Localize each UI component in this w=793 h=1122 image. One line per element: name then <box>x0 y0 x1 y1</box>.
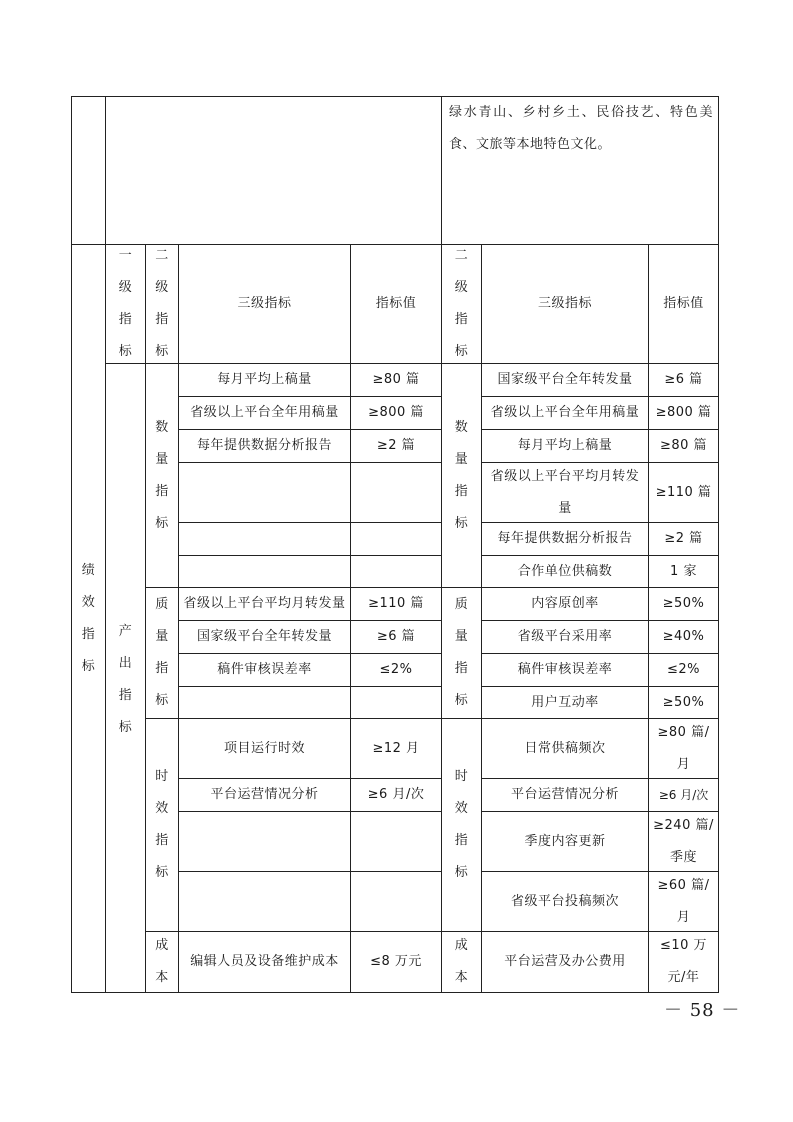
header-value-right: 指标值 <box>648 244 719 364</box>
right-quantity-name-4: 省级以上平台平均月转发量 <box>481 462 649 523</box>
left-quantity-value-1: ≥80 篇 <box>350 363 442 397</box>
right-quantity-name-3: 每月平均上稿量 <box>481 429 649 463</box>
level1-cell <box>71 244 106 993</box>
right-timeliness-value-4: ≥60 篇/月 <box>648 871 719 932</box>
right-timeliness-label: 时效指标 <box>441 718 482 932</box>
left-quality-name-2: 国家级平台全年转发量 <box>178 620 351 654</box>
right-quantity-value-5: ≥2 篇 <box>648 522 719 556</box>
header-level3-right: 三级指标 <box>481 244 649 364</box>
right-quality-value-1: ≥50% <box>648 587 719 621</box>
right-quantity-value-1: ≥6 篇 <box>648 363 719 397</box>
left-quantity-value-4 <box>350 462 442 523</box>
left-quantity-value-2: ≥800 篇 <box>350 396 442 430</box>
right-timeliness-value-1: ≥80 篇/月 <box>648 718 719 779</box>
left-quality-name-4 <box>178 686 351 719</box>
header-value-left: 指标值 <box>350 244 442 364</box>
left-timeliness-value-4 <box>350 871 442 932</box>
left-quantity-label: 数量指标 <box>145 363 179 588</box>
top-cell-b <box>105 96 442 245</box>
right-quality-name-2: 省级平台采用率 <box>481 620 649 654</box>
top-cell-a <box>71 96 106 245</box>
right-timeliness-name-4: 省级平台投稿频次 <box>481 871 649 932</box>
header-level2-left: 二级指标 <box>145 244 179 364</box>
right-quantity-name-6: 合作单位供稿数 <box>481 555 649 588</box>
left-timeliness-name-1: 项目运行时效 <box>178 718 351 779</box>
right-quality-name-3: 稿件审核误差率 <box>481 653 649 687</box>
left-cost-label: 成本 <box>145 931 179 993</box>
left-timeliness-value-3 <box>350 811 442 872</box>
left-quality-value-2: ≥6 篇 <box>350 620 442 654</box>
left-quantity-name-1: 每月平均上稿量 <box>178 363 351 397</box>
right-quantity-name-2: 省级以上平台全年用稿量 <box>481 396 649 430</box>
left-quality-name-1: 省级以上平台平均月转发量 <box>178 587 351 621</box>
left-timeliness-name-3 <box>178 811 351 872</box>
left-quality-label: 质量指标 <box>145 587 179 719</box>
left-quantity-value-5 <box>350 522 442 556</box>
right-quantity-value-2: ≥800 篇 <box>648 396 719 430</box>
right-quantity-name-1: 国家级平台全年转发量 <box>481 363 649 397</box>
right-quality-label: 质量指标 <box>441 587 482 719</box>
right-quality-value-4: ≥50% <box>648 686 719 719</box>
left-quantity-value-6 <box>350 555 442 588</box>
right-quality-value-2: ≥40% <box>648 620 719 654</box>
left-quantity-name-2: 省级以上平台全年用稿量 <box>178 396 351 430</box>
right-quantity-value-4: ≥110 篇 <box>648 462 719 523</box>
left-timeliness-name-4 <box>178 871 351 932</box>
left-quantity-value-3: ≥2 篇 <box>350 429 442 463</box>
right-quality-value-3: ≤2% <box>648 653 719 687</box>
left-cost-value-1: ≤8 万元 <box>350 931 442 993</box>
right-timeliness-name-3: 季度内容更新 <box>481 811 649 872</box>
right-timeliness-value-2: ≥6 月/次 <box>648 778 719 812</box>
right-timeliness-value-3: ≥240 篇/季度 <box>648 811 719 872</box>
right-quality-name-1: 内容原创率 <box>481 587 649 621</box>
right-quality-name-4: 用户互动率 <box>481 686 649 719</box>
header-level1: 一级指标 <box>105 244 146 364</box>
right-cost-name-1: 平台运营及办公费用 <box>481 931 649 993</box>
header-level3-left: 三级指标 <box>178 244 351 364</box>
right-timeliness-name-1: 日常供稿频次 <box>481 718 649 779</box>
left-timeliness-value-1: ≥12 月 <box>350 718 442 779</box>
left-quantity-name-6 <box>178 555 351 588</box>
left-quantity-name-5 <box>178 522 351 556</box>
right-quantity-value-6: 1 家 <box>648 555 719 588</box>
output-cell: 产出指标 <box>105 363 146 993</box>
left-quality-value-3: ≤2% <box>350 653 442 687</box>
header-level2-right: 二级指标 <box>441 244 482 364</box>
left-timeliness-label: 时效指标 <box>145 718 179 932</box>
right-quantity-label: 数量指标 <box>441 363 482 588</box>
left-quantity-name-3: 每年提供数据分析报告 <box>178 429 351 463</box>
right-quantity-value-3: ≥80 篇 <box>648 429 719 463</box>
intro-text: 绿水青山、乡村乡土、民俗技艺、特色美食、文旅等本地特色文化。 <box>449 105 713 152</box>
left-timeliness-name-2: 平台运营情况分析 <box>178 778 351 812</box>
right-cost-label: 成本 <box>441 931 482 993</box>
left-cost-name-1: 编辑人员及设备维护成本 <box>178 931 351 993</box>
left-quality-value-4 <box>350 686 442 719</box>
page-number: － 58 － <box>664 1000 741 1021</box>
left-quality-value-1: ≥110 篇 <box>350 587 442 621</box>
right-timeliness-name-2: 平台运营情况分析 <box>481 778 649 812</box>
right-quantity-name-5: 每年提供数据分析报告 <box>481 522 649 556</box>
left-timeliness-value-2: ≥6 月/次 <box>350 778 442 812</box>
left-quantity-name-4 <box>178 462 351 523</box>
level1-label: 绩效指标 <box>81 562 96 674</box>
right-cost-value-1: ≤10 万元/年 <box>648 931 719 993</box>
left-quality-name-3: 稿件审核误差率 <box>178 653 351 687</box>
